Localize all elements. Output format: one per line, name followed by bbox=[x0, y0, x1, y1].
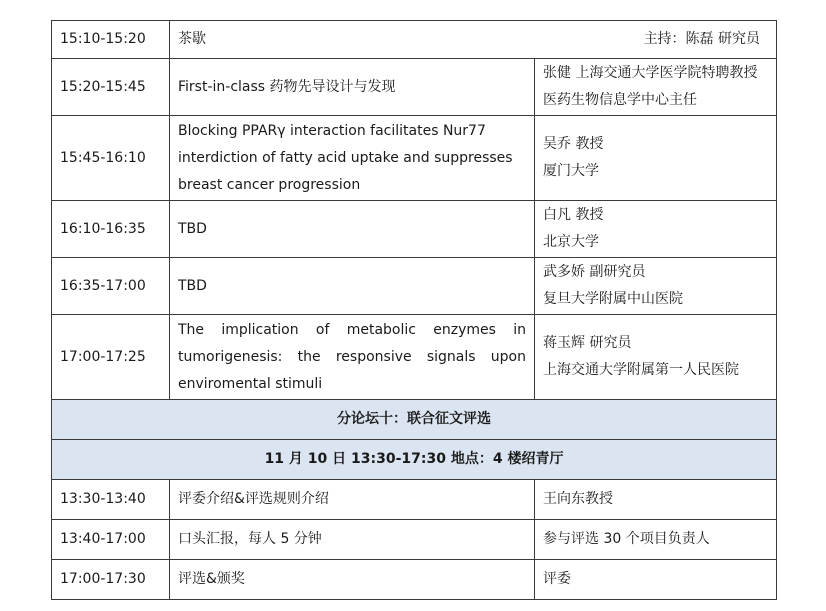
topic-line: enviromental stimuli bbox=[178, 375, 323, 392]
table-row bbox=[52, 116, 777, 201]
time-cell: 16:10-16:35 bbox=[52, 201, 170, 258]
time-cell: 17:00-17:25 bbox=[52, 315, 170, 400]
time-cell: 16:35-17:00 bbox=[52, 258, 170, 315]
speaker-cell bbox=[535, 201, 777, 258]
speaker-cell bbox=[535, 116, 777, 201]
section-subheader-row bbox=[52, 440, 777, 480]
topic-line: Blocking PPARγ interaction facilitates Nur77 bbox=[178, 122, 486, 139]
topic-cell: First-in-class 药物先导设计与发现 bbox=[170, 59, 535, 116]
speaker-cell bbox=[535, 258, 777, 315]
topic-cell bbox=[170, 21, 777, 59]
topic-cell bbox=[170, 116, 535, 201]
topic-cell bbox=[170, 315, 535, 400]
table-row bbox=[52, 560, 777, 600]
time-cell: 15:10-15:20 bbox=[52, 21, 170, 59]
time-cell: 13:40-17:00 bbox=[52, 520, 170, 560]
speaker-name: 武多娇 副研究员 bbox=[543, 264, 646, 280]
table-row bbox=[52, 59, 777, 116]
speaker-cell: 评委 bbox=[535, 560, 777, 600]
speaker-cell: 参与评选 30 个项目负责人 bbox=[535, 520, 777, 560]
host-label: 主持：陈磊 研究员 bbox=[643, 31, 761, 47]
speaker-name: 吴乔 教授 bbox=[543, 136, 604, 152]
table-row bbox=[52, 21, 777, 59]
topic-cell: 评委介绍&评选规则介绍 bbox=[170, 480, 535, 520]
speaker-affiliation: 医药生物信息学中心主任 bbox=[543, 92, 697, 108]
time-cell: 17:00-17:30 bbox=[52, 560, 170, 600]
time-cell: 15:45-16:10 bbox=[52, 116, 170, 201]
speaker-affiliation: 厦门大学 bbox=[543, 163, 599, 179]
speaker-cell bbox=[535, 59, 777, 116]
topic-line: tumorigenesis: the responsive signals upon bbox=[178, 348, 526, 365]
break-label: 茶歇 bbox=[178, 31, 206, 47]
time-cell: 15:20-15:45 bbox=[52, 59, 170, 116]
table-row bbox=[52, 201, 777, 258]
topic-cell: TBD bbox=[170, 258, 535, 315]
topic-line: breast cancer progression bbox=[178, 176, 361, 193]
speaker-name: 张健 上海交通大学医学院特聘教授 bbox=[543, 65, 758, 81]
table-row bbox=[52, 258, 777, 315]
topic-cell: 评选&颁奖 bbox=[170, 560, 535, 600]
table-row bbox=[52, 315, 777, 400]
section-header-row bbox=[52, 400, 777, 440]
speaker-affiliation: 上海交通大学附属第一人民医院 bbox=[543, 362, 739, 378]
table-row bbox=[52, 520, 777, 560]
speaker-name: 蒋玉辉 研究员 bbox=[543, 335, 632, 351]
speaker-cell bbox=[535, 315, 777, 400]
topic-cell: 口头汇报，每人 5 分钟 bbox=[170, 520, 535, 560]
topic-cell: TBD bbox=[170, 201, 535, 258]
table-row bbox=[52, 480, 777, 520]
topic-line: The implication of metabolic enzymes in bbox=[178, 321, 526, 338]
schedule-table bbox=[51, 20, 777, 600]
speaker-affiliation: 复旦大学附属中山医院 bbox=[543, 291, 683, 307]
speaker-affiliation: 北京大学 bbox=[543, 234, 599, 250]
section-subtitle: 11 月 10 日 13:30-17:30 地点：4 楼绍青厅 bbox=[52, 440, 777, 480]
section-title: 分论坛十：联合征文评选 bbox=[52, 400, 777, 440]
speaker-cell: 王向东教授 bbox=[535, 480, 777, 520]
time-cell: 13:30-13:40 bbox=[52, 480, 170, 520]
speaker-name: 白凡 教授 bbox=[543, 207, 604, 223]
topic-line: interdiction of fatty acid uptake and suppresses bbox=[178, 149, 513, 166]
